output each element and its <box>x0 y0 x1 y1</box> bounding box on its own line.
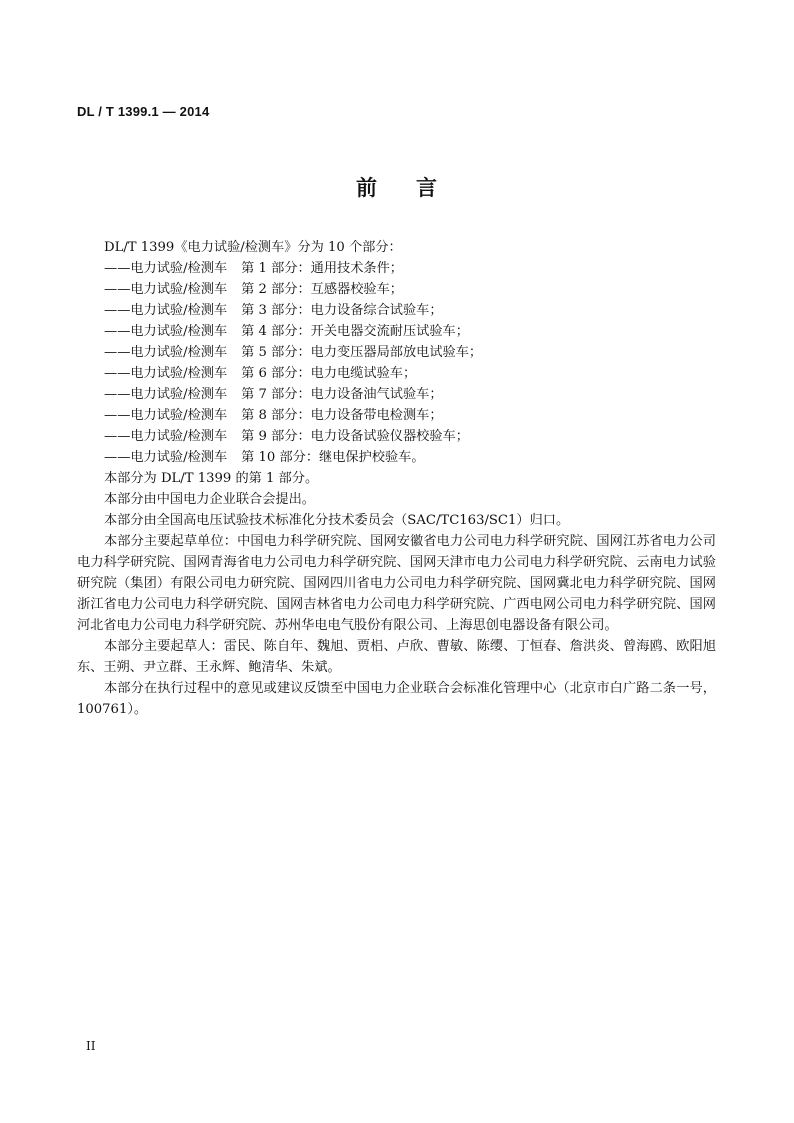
part-title: 第 5 部分：电力变压器局部放电试验车； <box>241 345 483 360</box>
list-item <box>104 300 716 321</box>
part-title: 第 10 部分：继电保护校验车。 <box>241 450 425 465</box>
part-title: 第 6 部分：电力电缆试验车； <box>241 366 417 381</box>
part-title: 第 4 部分：开关电器交流耐压试验车； <box>241 324 469 339</box>
drafters-paragraph: 本部分主要起草人：雷民、陈自年、魏旭、贾梠、卢欣、曹敏、陈缨、丁恒春、詹洪炎、曾海鸥、欧阳旭东、王朔、尹立群、王永辉、鲍清华、朱斌。 <box>77 639 716 675</box>
intro-line: DL/T 1399《电力试验/检测车》分为 10 个部分： <box>104 240 402 255</box>
list-item <box>104 321 716 342</box>
managed-by-statement: 本部分由全国高电压试验技术标准化分技术委员会（SAC/TC163/SC1）归口。 <box>104 513 570 528</box>
part-title: 第 9 部分：电力设备试验仪器校验车； <box>241 429 469 444</box>
part-title: 第 1 部分：通用技术条件； <box>241 261 403 276</box>
part-of-statement: 本部分为 DL/T 1399 的第 1 部分。 <box>104 471 319 486</box>
part-series: ——电力试验/检测车 <box>104 366 228 381</box>
page-title <box>0 172 794 202</box>
part-series: ——电力试验/检测车 <box>104 429 228 444</box>
part-series: ——电力试验/检测车 <box>104 303 228 318</box>
part-series: ——电力试验/检测车 <box>104 450 228 465</box>
list-item <box>104 405 716 426</box>
foreword-body <box>77 237 716 720</box>
part-series: ——电力试验/检测车 <box>104 282 228 297</box>
document-code: DL / T 1399.1 — 2014 <box>77 104 210 119</box>
part-title: 第 8 部分：电力设备带电检测车； <box>241 408 443 423</box>
part-series: ——电力试验/检测车 <box>104 387 228 402</box>
part-series: ——电力试验/检测车 <box>104 345 228 360</box>
title-char-2: 言 <box>416 176 438 200</box>
page-number: II <box>86 1039 96 1053</box>
part-series: ——电力试验/检测车 <box>104 408 228 423</box>
proposed-by-statement: 本部分由中国电力企业联合会提出。 <box>104 492 315 507</box>
part-title: 第 7 部分：电力设备油气试验车； <box>241 387 443 402</box>
list-item <box>104 279 716 300</box>
part-series: ——电力试验/检测车 <box>104 324 228 339</box>
list-item <box>104 426 716 447</box>
feedback-paragraph: 本部分在执行过程中的意见或建议反馈至中国电力企业联合会标准化管理中心（北京市白广路二条一号，100761）。 <box>77 681 716 717</box>
part-title: 第 3 部分：电力设备综合试验车； <box>241 303 443 318</box>
part-title: 第 2 部分：互感器校验车； <box>241 282 403 297</box>
parts-list <box>104 258 716 468</box>
list-item <box>104 342 716 363</box>
part-series: ——电力试验/检测车 <box>104 261 228 276</box>
list-item <box>104 384 716 405</box>
list-item <box>104 363 716 384</box>
title-char-1: 前 <box>356 176 378 200</box>
list-item <box>104 447 716 468</box>
drafting-units-paragraph: 本部分主要起草单位：中国电力科学研究院、国网安徽省电力公司电力科学研究院、国网江苏省电力公司电力科学研究院、国网青海省电力公司电力科学研究院、国网天津市电力公司电力科学研究院、云南电力试验研究院（集团）有限公司电力研究院、国网四川省电力公司电力科学研究院、国网冀北电力科学研究院、国网浙江省电力公司电力科学研究院、国网吉林省电力公司电力科学研究院、广西电网公司电力科学研究院、国网河北省电力公司电力科学研究院、苏州华电电气股份有限公司、上海思创电器设备有限公司。 <box>77 534 716 633</box>
list-item <box>104 258 716 279</box>
